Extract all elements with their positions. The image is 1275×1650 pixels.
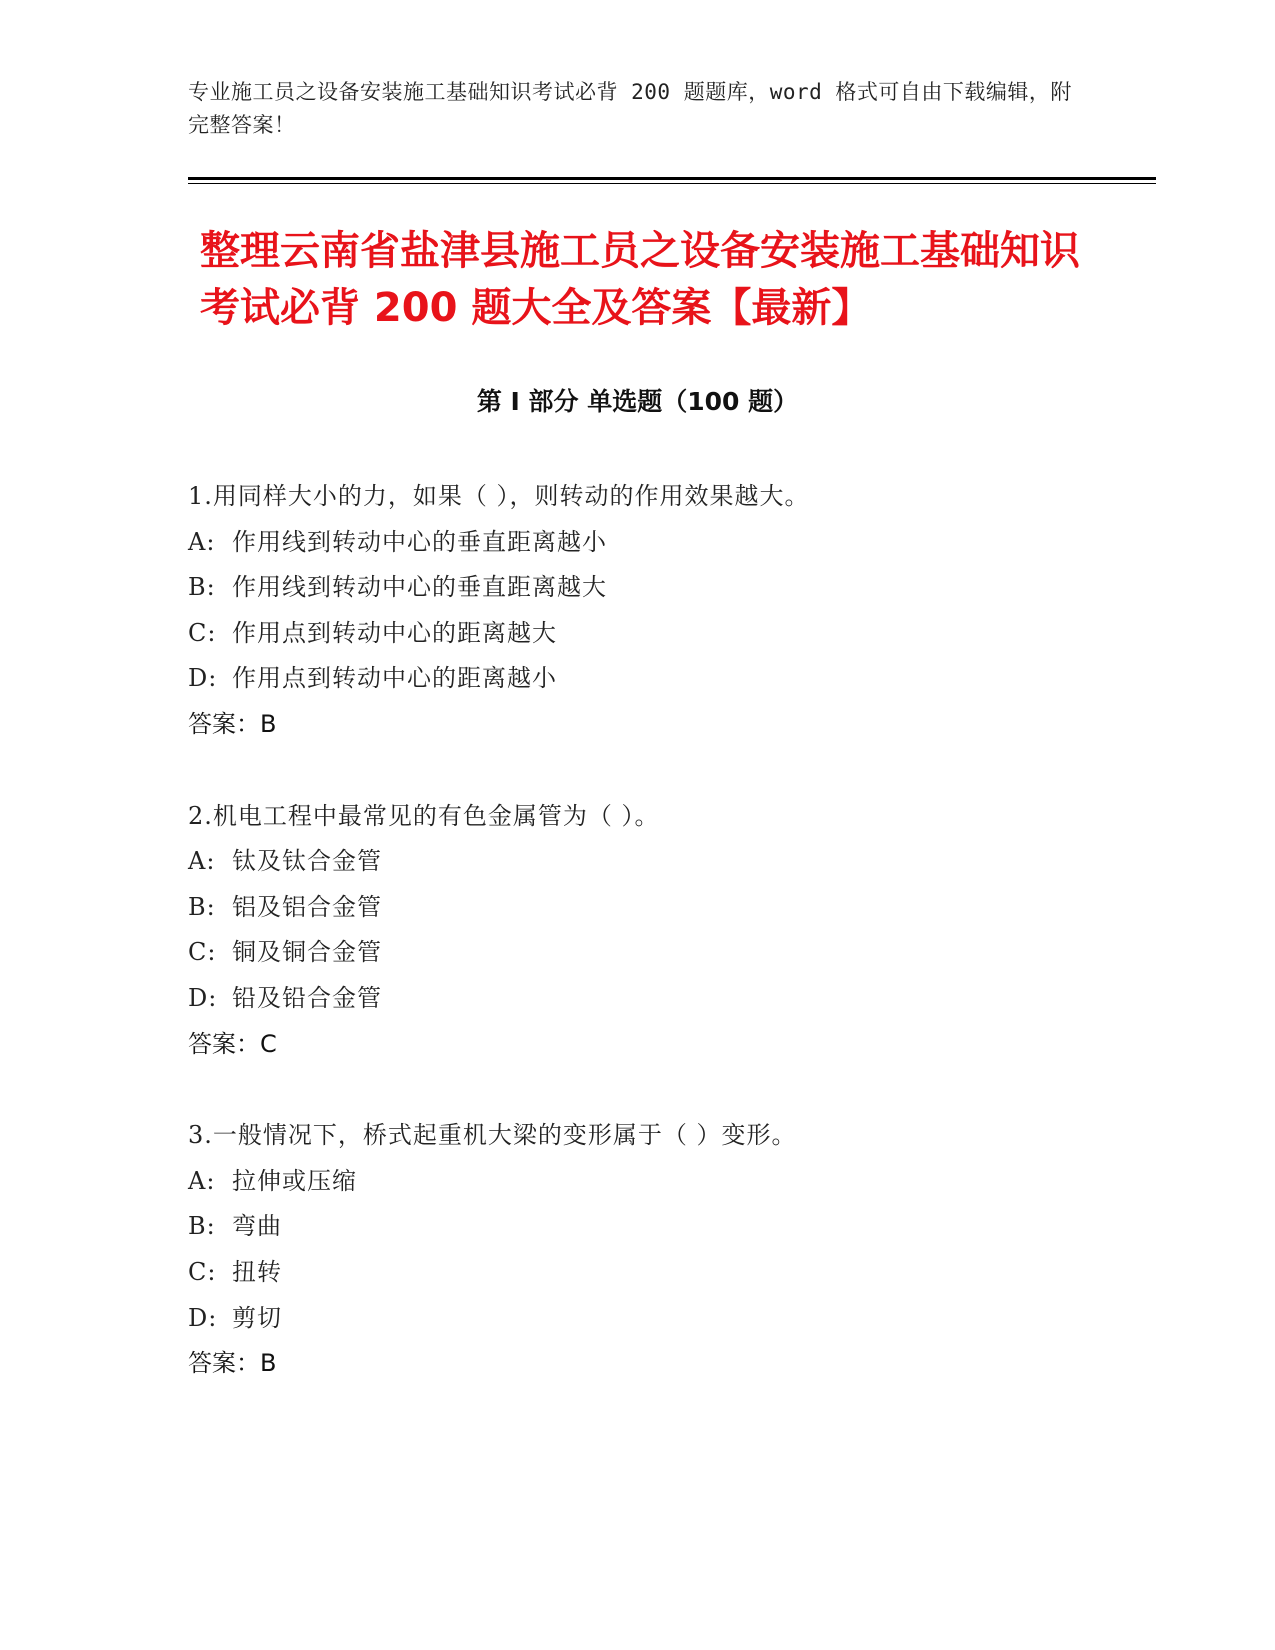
option-key: A: xyxy=(188,847,216,876)
question-2 xyxy=(188,794,1088,1068)
option-d xyxy=(188,1296,1088,1342)
divider-thin xyxy=(188,183,1156,184)
option-text: 作用点到转动中心的距离越小 xyxy=(232,664,557,693)
answer-line: 答案：B xyxy=(188,1349,277,1378)
header-note: 专业施工员之设备安装施工基础知识考试必背 200 题题库，word 格式可自由下载编辑，附完整答案！ xyxy=(188,80,1072,137)
option-text: 作用线到转动中心的垂直距离越大 xyxy=(232,573,607,602)
option-text: 剪切 xyxy=(232,1303,282,1332)
option-text: 拉伸或压缩 xyxy=(232,1166,357,1195)
option-b xyxy=(188,1204,1088,1250)
option-b xyxy=(188,885,1088,931)
option-key: B: xyxy=(188,1212,216,1241)
question-stem: 1.用同样大小的力，如果（ ），则转动的作用效果越大。 xyxy=(188,482,810,510)
option-a xyxy=(188,839,1088,885)
option-key: B: xyxy=(188,892,216,921)
option-c xyxy=(188,611,1088,657)
question-1 xyxy=(188,474,1088,748)
option-key: C: xyxy=(188,938,217,967)
option-key: A: xyxy=(188,1166,216,1195)
question-3 xyxy=(188,1113,1088,1387)
option-c xyxy=(188,930,1088,976)
option-text: 铝及铝合金管 xyxy=(232,892,382,921)
option-text: 作用点到转动中心的距离越大 xyxy=(232,618,557,647)
option-key: D: xyxy=(188,664,218,693)
option-key: B: xyxy=(188,573,216,602)
option-text: 铜及铜合金管 xyxy=(232,938,382,967)
answer-line: 答案：C xyxy=(188,1029,277,1058)
option-key: C: xyxy=(188,618,217,647)
section-heading: 第 I 部分 单选题（100 题） xyxy=(476,387,799,416)
option-text: 扭转 xyxy=(232,1257,282,1286)
option-key: A: xyxy=(188,527,216,556)
option-text: 作用线到转动中心的垂直距离越小 xyxy=(232,527,607,556)
answer-line: 答案：B xyxy=(188,709,277,738)
divider-thick xyxy=(188,177,1156,180)
option-key: D: xyxy=(188,983,218,1012)
option-a xyxy=(188,520,1088,566)
option-b xyxy=(188,565,1088,611)
option-key: D: xyxy=(188,1303,218,1332)
question-stem: 2.机电工程中最常见的有色金属管为（ ）。 xyxy=(188,801,660,830)
option-key: C: xyxy=(188,1257,217,1286)
option-text: 弯曲 xyxy=(232,1212,282,1241)
option-a xyxy=(188,1159,1088,1205)
option-c xyxy=(188,1250,1088,1296)
option-d xyxy=(188,976,1088,1022)
question-stem: 3.一般情况下，桥式起重机大梁的变形属于（ ）变形。 xyxy=(188,1121,797,1150)
option-text: 钛及钛合金管 xyxy=(232,847,382,876)
question-list xyxy=(188,474,1088,1433)
option-d xyxy=(188,656,1088,702)
document-title: 整理云南省盐津县施工员之设备安装施工基础知识考试必背 200 题大全及答案【最新】 xyxy=(200,228,1080,331)
option-text: 铅及铅合金管 xyxy=(232,983,382,1012)
